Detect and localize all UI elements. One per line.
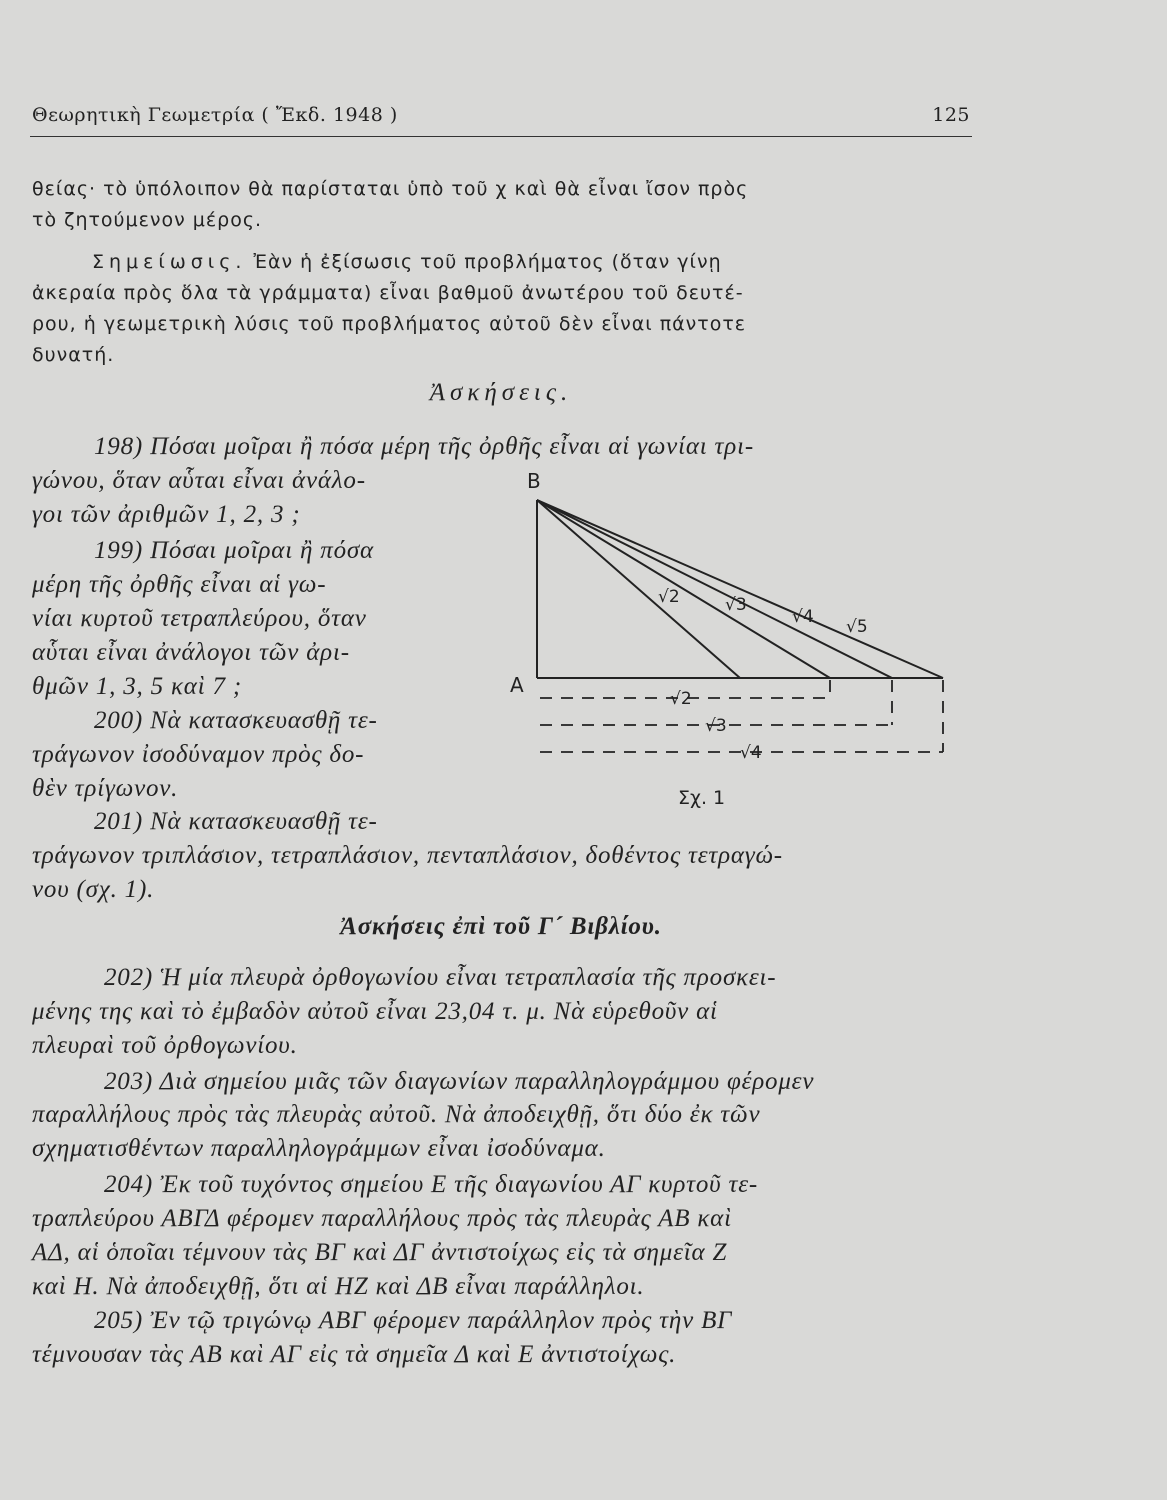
ex201-line-2: τράγωνον τριπλάσιον, τετραπλάσιον, πενταπλάσιον, δοθέντος τετραγώ- [32,842,783,869]
figure-hyp-label-3: √4 [792,607,814,627]
figure-label-a: A [510,673,524,697]
header-rule [30,136,972,137]
ex200-line-3: θὲν τρίγωνον. [32,775,179,802]
intro-line-1: θείας· τὸ ὑπόλοιπον θὰ παρίσταται ὑπὸ τοῦ χ καὶ θὰ εἶναι ἴσον πρὸς [32,178,749,200]
ex205-line-2: τέμνουσαν τὰς ΑΒ καὶ ΑΓ εἰς τὰ σημεῖα Δ καὶ Ε ἀντιστοίχως. [32,1341,677,1368]
figure-dim-label-3: √4 [740,743,762,763]
ex203-line-3: σχηματισθέντων παραλληλογράμμων εἶναι ἰσοδύναμα. [32,1135,606,1162]
ex199-line-3: νίαι κυρτοῦ τετραπλεύρου, ὅταν [32,605,367,632]
figure-hyp-sqrt3 [537,500,830,678]
ex199-line-5: θμῶν 1, 3, 5 καὶ 7 ; [32,673,242,700]
ex201-line-3: νου (σχ. 1). [32,876,155,903]
ex202-line-3: πλευραὶ τοῦ ὀρθογωνίου. [32,1032,298,1059]
note-text-1: Ἐὰν ἡ ἐξίσωσις τοῦ προβλήματος (ὅταν γίνῃ [253,251,722,273]
ex204-line-2: τραπλεύρου ΑΒΓΔ φέρομεν παραλλήλους πρὸς τὰς πλευρὰς ΑΒ καὶ [32,1205,732,1232]
ex198-line-1: 198) Πόσαι μοῖραι ἢ πόσα μέρη τῆς ὀρθῆς εἶναι αἱ γωνίαι τρι- [94,433,754,460]
ex202-line-1: 202) Ἡ μία πλευρὰ ὀρθογωνίου εἶναι τετραπλασία τῆς προσκει- [104,964,777,991]
page-number: 125 [932,104,970,126]
figure-hyp-sqrt5 [537,500,943,678]
ex202-line-2: μένης της καὶ τὸ ἐμβαδὸν αὐτοῦ εἶναι 23,04 τ. μ. Νὰ εὑρεθοῦν αἱ [32,998,718,1025]
ex199-line-2: μέρη τῆς ὀρθῆς εἶναι αἱ γω- [32,571,327,598]
intro-line-2: τὸ ζητούμενον μέρος. [32,209,263,231]
note-label: Σημείωσις. [92,251,247,273]
section-title-exercises: Ἀσκήσεις. [429,379,573,406]
note-line-1 [92,247,722,277]
ex203-line-2: παραλλήλους πρὸς τὰς πλευρὰς αὐτοῦ. Νὰ ἀποδειχθῇ, ὅτι δύο ἐκ τῶν [32,1101,761,1128]
ex201-line-1: 201) Νὰ κατασκευασθῇ τε- [94,808,378,835]
ex198-line-3: γοι τῶν ἀριθμῶν 1, 2, 3 ; [32,501,301,528]
ex204-line-4: καὶ Η. Νὰ ἀποδειχθῇ, ὅτι αἱ ΗΖ καὶ ΔΒ εἶναι παράλληλοι. [32,1273,645,1300]
figure-caption: Σχ. 1 [678,787,726,809]
running-header [32,104,970,134]
ex204-line-3: ΑΔ, αἱ ὁποῖαι τέμνουν τὰς ΒΓ καὶ ΔΓ ἀντιστοίχως εἰς τὰ σημεῖα Ζ [32,1239,728,1266]
figure-hyp-sqrt4 [537,500,892,678]
ex204-line-1: 204) Ἐκ τοῦ τυχόντος σημείου Ε τῆς διαγωνίου ΑΓ κυρτοῦ τε- [104,1171,759,1198]
section-title-book-3: Ἀσκήσεις ἐπὶ τοῦ Γ´ Βιβλίου. [340,913,662,940]
ex200-line-2: τράγωνον ἰσοδύναμον πρὸς δο- [32,741,365,768]
note-line-3: ρου, ἡ γεωμετρικὴ λύσις τοῦ προβλήματος αὐτοῦ δὲν εἶναι πάντοτε [32,313,747,335]
figure-dim-label-2: √3 [705,716,727,736]
figure-hyp-sqrt2 [537,500,740,678]
ex199-line-1: 199) Πόσαι μοῖραι ἢ πόσα [94,537,374,564]
header-title: Θεωρητικὴ Γεωμετρία ( Ἔκδ. 1948 ) [32,104,398,126]
note-line-2: ἀκεραία πρὸς ὅλα τὰ γράμματα) εἶναι βαθμοῦ ἀνωτέρου τοῦ δευτέ- [32,282,744,304]
ex205-line-1: 205) Ἐν τῷ τριγώνῳ ΑΒΓ φέρομεν παράλληλον πρὸς τὴν ΒΓ [94,1307,733,1334]
ex200-line-1: 200) Νὰ κατασκευασθῇ τε- [94,707,378,734]
ex198-line-2: γώνου, ὅταν αὗται εἶναι ἀνάλο- [32,467,366,494]
note-line-4: δυνατή. [32,344,115,366]
ex199-line-4: αὗται εἶναι ἀνάλογοι τῶν ἀρι- [32,639,350,666]
figure-dim-label-1: √2 [670,689,692,709]
figure-hyp-label-2: √3 [725,595,747,615]
ex203-line-1: 203) Διὰ σημείου μιᾶς τῶν διαγωνίων παραλληλογράμμου φέρομεν [104,1068,815,1095]
figure-label-b: B [527,469,541,493]
figure-hyp-label-1: √2 [658,587,680,607]
figure-1 [500,462,970,812]
figure-hyp-label-4: √5 [846,617,868,637]
